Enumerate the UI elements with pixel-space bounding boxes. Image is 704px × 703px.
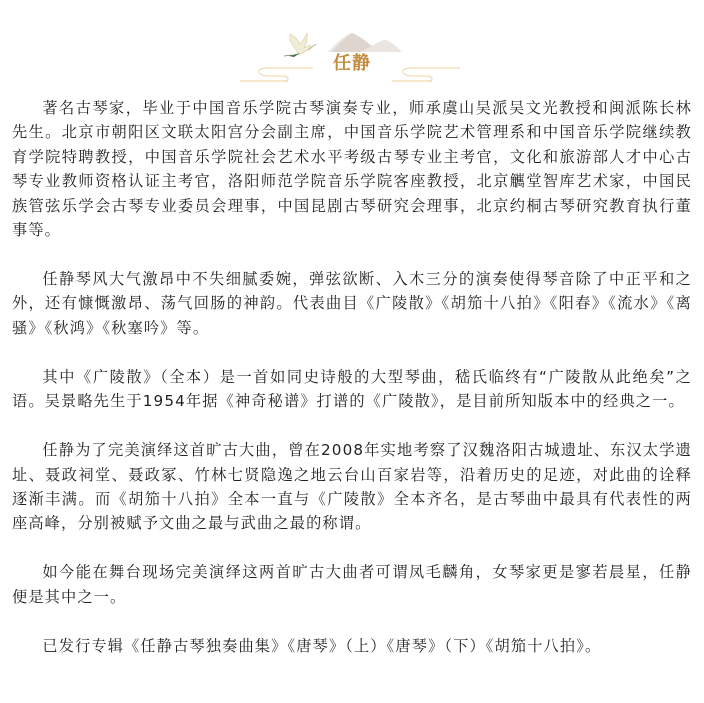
paragraph-guanglingsan: 其中《广陵散》（全本）是一首如同史诗般的大型琴曲，嵇氏临终有“广陵散从此绝矣”之语。吴景略先生于1954年据《神奇秘谱》打谱的《广陵散》，是目前所知版本中的经典之一。 <box>12 367 692 411</box>
article-body <box>12 96 692 658</box>
paragraph-rarity: 如今能在舞台现场完美演绎这两首旷古大曲者可谓凤毛麟角，女琴家更是寥若晨星，任静便是其中之一。 <box>12 563 692 606</box>
paragraph-research: 任静为了完美演绎这首旷古大曲，曾在2008年实地考察了汉魏洛阳古城遗址、东汉太学遗址、聂政祠堂、聂政冢、竹林七贤隐逸之地云台山百家岩等，沿着历史的足迹，对此曲的诠释逐渐丰满。而《胡笳十八拍》全本一直与《广陵散》全本齐名，是古琴曲中最具有代表性的两座高峰，分别被赋予文曲之最与武曲之最的称谓。 <box>12 441 692 533</box>
paragraph-style: 任静琴风大气激昂中不失细腻委婉，弹弦欲断、入木三分的演奏使得琴音除了中正平和之外，还有慷慨激昂、荡气回肠的神韵。代表曲目《广陵散》《胡笳十八拍》《阳春》《流水》《离骚》《秋鸿》《秋塞吟》等。 <box>12 270 692 337</box>
article-header <box>0 0 704 90</box>
paragraph-biography: 著名古琴家，毕业于中国音乐学院古琴演奏专业，师承虞山吴派吴文光教授和闽派陈长林先生。北京市朝阳区文联太阳宫分会副主席，中国音乐学院艺术管理系和中国音乐学院继续教育学院特聘教授，中国音乐学院社会艺术水平考级古琴专业主考官，文化和旅游部人才中心古琴专业教师资格认证主考官，洛阳师范学院音乐学院客座教授，北京觽堂智库艺术家，中国民族管弦乐学会古琴专业委员会理事，中国昆剧古琴研究会理事，北京约桐古琴研究教育执行董事等。 <box>12 99 692 240</box>
paragraph-albums: 已发行专辑《任静古琴独奏曲集》《唐琴》（上）《唐琴》（下）《胡笳十八拍》。 <box>42 636 602 655</box>
page-title: 任静 <box>333 53 371 74</box>
mountain-icon <box>328 33 402 52</box>
header-decoration <box>0 0 704 90</box>
